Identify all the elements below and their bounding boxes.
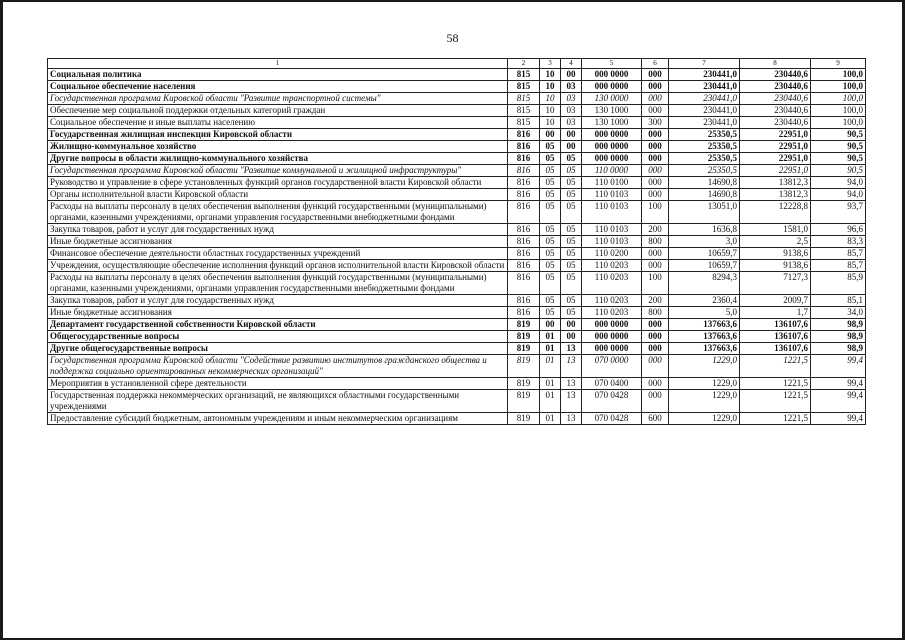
target-article-cell: 110 0103	[582, 201, 642, 224]
row-name-cell: Иные бюджетные ассигнования	[48, 307, 508, 319]
expense-type-cell: 200	[642, 295, 669, 307]
executed-amount-cell: 13812,3	[740, 189, 811, 201]
table-row	[48, 236, 866, 248]
planned-amount-cell: 2360,4	[669, 295, 740, 307]
ministry-code-cell: 816	[508, 224, 540, 236]
target-article-cell: 130 1000	[582, 105, 642, 117]
table-row	[48, 189, 866, 201]
table-row	[48, 390, 866, 413]
expense-type-cell: 000	[642, 331, 669, 343]
subsection-code-cell: 05	[561, 236, 582, 248]
executed-amount-cell: 1221,5	[740, 355, 811, 378]
target-article-cell: 000 0000	[582, 153, 642, 165]
target-article-cell: 110 0000	[582, 165, 642, 177]
expense-type-cell: 000	[642, 260, 669, 272]
section-code-cell: 01	[540, 390, 561, 413]
column-header: 9	[811, 59, 866, 69]
executed-amount-cell: 230440,6	[740, 117, 811, 129]
table-row	[48, 343, 866, 355]
expense-type-cell: 000	[642, 165, 669, 177]
executed-amount-cell: 9138,6	[740, 260, 811, 272]
table-row	[48, 165, 866, 177]
executed-amount-cell: 1221,5	[740, 390, 811, 413]
planned-amount-cell: 10659,7	[669, 248, 740, 260]
subsection-code-cell: 03	[561, 93, 582, 105]
planned-amount-cell: 1229,0	[669, 355, 740, 378]
execution-percent-cell: 99,4	[811, 355, 866, 378]
planned-amount-cell: 14690,8	[669, 189, 740, 201]
ministry-code-cell: 815	[508, 117, 540, 129]
column-header: 1	[48, 59, 508, 69]
execution-percent-cell: 93,7	[811, 201, 866, 224]
executed-amount-cell: 22951,0	[740, 141, 811, 153]
row-name-cell: Расходы на выплаты персоналу в целях обеспечения выполнения функций государственными (муниципальными) органами, казенными учреждениями, органами управления государственными внебюджетными фондами	[48, 272, 508, 295]
ministry-code-cell: 815	[508, 93, 540, 105]
planned-amount-cell: 1636,8	[669, 224, 740, 236]
expense-type-cell: 000	[642, 390, 669, 413]
executed-amount-cell: 13812,3	[740, 177, 811, 189]
executed-amount-cell: 230440,6	[740, 93, 811, 105]
target-article-cell: 110 0203	[582, 307, 642, 319]
target-article-cell: 110 0103	[582, 189, 642, 201]
section-code-cell: 05	[540, 153, 561, 165]
section-code-cell: 10	[540, 93, 561, 105]
row-name-cell: Органы исполнительной власти Кировской области	[48, 189, 508, 201]
subsection-code-cell: 05	[561, 260, 582, 272]
table-row	[48, 224, 866, 236]
expense-type-cell: 100	[642, 201, 669, 224]
planned-amount-cell: 230441,0	[669, 117, 740, 129]
subsection-code-cell: 05	[561, 201, 582, 224]
subsection-code-cell: 13	[561, 343, 582, 355]
section-code-cell: 01	[540, 413, 561, 425]
execution-percent-cell: 98,9	[811, 331, 866, 343]
ministry-code-cell: 819	[508, 390, 540, 413]
column-header: 8	[740, 59, 811, 69]
planned-amount-cell: 1229,0	[669, 390, 740, 413]
expense-type-cell: 000	[642, 319, 669, 331]
ministry-code-cell: 816	[508, 201, 540, 224]
executed-amount-cell: 22951,0	[740, 165, 811, 177]
column-header: 7	[669, 59, 740, 69]
execution-percent-cell: 99,4	[811, 378, 866, 390]
execution-percent-cell: 85,7	[811, 248, 866, 260]
target-article-cell: 000 0000	[582, 319, 642, 331]
row-name-cell: Финансовое обеспечение деятельности областных государственных учреждений	[48, 248, 508, 260]
expense-type-cell: 000	[642, 177, 669, 189]
section-code-cell: 01	[540, 343, 561, 355]
table-row	[48, 93, 866, 105]
section-code-cell: 05	[540, 165, 561, 177]
table-row	[48, 307, 866, 319]
ministry-code-cell: 816	[508, 129, 540, 141]
planned-amount-cell: 25350,5	[669, 165, 740, 177]
planned-amount-cell: 25350,5	[669, 129, 740, 141]
executed-amount-cell: 230440,6	[740, 69, 811, 81]
row-name-cell: Расходы на выплаты персоналу в целях обеспечения выполнения функций государственными (муниципальными) органами, казенными учреждениями, органами управления государственными внебюджетными фондами	[48, 201, 508, 224]
section-code-cell: 05	[540, 260, 561, 272]
expense-type-cell: 000	[642, 189, 669, 201]
row-name-cell: Социальное обеспечение населения	[48, 81, 508, 93]
executed-amount-cell: 1221,5	[740, 413, 811, 425]
target-article-cell: 000 0000	[582, 343, 642, 355]
expense-type-cell: 000	[642, 248, 669, 260]
execution-percent-cell: 90,5	[811, 153, 866, 165]
execution-percent-cell: 99,4	[811, 390, 866, 413]
section-code-cell: 10	[540, 117, 561, 129]
target-article-cell: 000 0000	[582, 81, 642, 93]
execution-percent-cell: 34,0	[811, 307, 866, 319]
execution-percent-cell: 85,1	[811, 295, 866, 307]
execution-percent-cell: 85,9	[811, 272, 866, 295]
subsection-code-cell: 00	[561, 69, 582, 81]
planned-amount-cell: 10659,7	[669, 260, 740, 272]
table-row	[48, 117, 866, 129]
subsection-code-cell: 05	[561, 153, 582, 165]
executed-amount-cell: 2009,7	[740, 295, 811, 307]
ministry-code-cell: 815	[508, 69, 540, 81]
target-article-cell: 110 0103	[582, 236, 642, 248]
row-name-cell: Закупка товаров, работ и услуг для государственных нужд	[48, 224, 508, 236]
subsection-code-cell: 03	[561, 81, 582, 93]
target-article-cell: 110 0103	[582, 224, 642, 236]
row-name-cell: Руководство и управление в сфере установленных функций органов государственной власти Кировской области	[48, 177, 508, 189]
execution-percent-cell: 98,9	[811, 319, 866, 331]
target-article-cell: 130 1000	[582, 117, 642, 129]
executed-amount-cell: 7127,3	[740, 272, 811, 295]
row-name-cell: Учреждения, осуществляющие обеспечение исполнения функций органов исполнительной власти Кировской области	[48, 260, 508, 272]
executed-amount-cell: 136107,6	[740, 319, 811, 331]
execution-percent-cell: 99,4	[811, 413, 866, 425]
subsection-code-cell: 05	[561, 177, 582, 189]
target-article-cell: 110 0100	[582, 177, 642, 189]
table-row	[48, 201, 866, 224]
planned-amount-cell: 25350,5	[669, 153, 740, 165]
table-row	[48, 153, 866, 165]
ministry-code-cell: 816	[508, 272, 540, 295]
executed-amount-cell: 12228,8	[740, 201, 811, 224]
execution-percent-cell: 90,5	[811, 129, 866, 141]
ministry-code-cell: 816	[508, 141, 540, 153]
ministry-code-cell: 816	[508, 165, 540, 177]
expense-type-cell: 800	[642, 307, 669, 319]
target-article-cell: 000 0000	[582, 129, 642, 141]
table-row	[48, 81, 866, 93]
table-row	[48, 413, 866, 425]
target-article-cell: 110 0203	[582, 260, 642, 272]
row-name-cell: Государственная поддержка некоммерческих организаций, не являющихся областными государственными учреждениями	[48, 390, 508, 413]
planned-amount-cell: 1229,0	[669, 413, 740, 425]
planned-amount-cell: 137663,6	[669, 343, 740, 355]
planned-amount-cell: 137663,6	[669, 319, 740, 331]
planned-amount-cell: 3,0	[669, 236, 740, 248]
planned-amount-cell: 230441,0	[669, 69, 740, 81]
expense-type-cell: 000	[642, 81, 669, 93]
planned-amount-cell: 14690,8	[669, 177, 740, 189]
table-row	[48, 331, 866, 343]
subsection-code-cell: 05	[561, 189, 582, 201]
page-number: 58	[446, 31, 459, 45]
planned-amount-cell: 230441,0	[669, 105, 740, 117]
ministry-code-cell: 816	[508, 189, 540, 201]
table-row	[48, 355, 866, 378]
section-code-cell: 01	[540, 331, 561, 343]
planned-amount-cell: 8294,3	[669, 272, 740, 295]
column-header: 2	[508, 59, 540, 69]
expense-type-cell: 000	[642, 93, 669, 105]
target-article-cell: 070 0000	[582, 355, 642, 378]
row-name-cell: Другие вопросы в области жилищно-коммунального хозяйства	[48, 153, 508, 165]
executed-amount-cell: 1,7	[740, 307, 811, 319]
execution-percent-cell: 100,0	[811, 69, 866, 81]
row-name-cell: Департамент государственной собственности Кировской области	[48, 319, 508, 331]
planned-amount-cell: 230441,0	[669, 81, 740, 93]
row-name-cell: Другие общегосударственные вопросы	[48, 343, 508, 355]
target-article-cell: 000 0000	[582, 141, 642, 153]
executed-amount-cell: 22951,0	[740, 129, 811, 141]
subsection-code-cell: 03	[561, 105, 582, 117]
planned-amount-cell: 230441,0	[669, 93, 740, 105]
section-code-cell: 01	[540, 378, 561, 390]
subsection-code-cell: 00	[561, 319, 582, 331]
execution-percent-cell: 94,0	[811, 177, 866, 189]
planned-amount-cell: 137663,6	[669, 331, 740, 343]
ministry-code-cell: 816	[508, 307, 540, 319]
expense-type-cell: 000	[642, 343, 669, 355]
execution-percent-cell: 96,6	[811, 224, 866, 236]
ministry-code-cell: 816	[508, 295, 540, 307]
expense-type-cell: 800	[642, 236, 669, 248]
row-name-cell: Социальное обеспечение и иные выплаты населению	[48, 117, 508, 129]
subsection-code-cell: 05	[561, 307, 582, 319]
executed-amount-cell: 1221,5	[740, 378, 811, 390]
expense-type-cell: 000	[642, 378, 669, 390]
subsection-code-cell: 13	[561, 378, 582, 390]
subsection-code-cell: 05	[561, 248, 582, 260]
execution-percent-cell: 100,0	[811, 81, 866, 93]
ministry-code-cell: 816	[508, 236, 540, 248]
executed-amount-cell: 136107,6	[740, 331, 811, 343]
target-article-cell: 000 0000	[582, 69, 642, 81]
row-name-cell: Общегосударственные вопросы	[48, 331, 508, 343]
row-name-cell: Государственная жилищная инспекция Кировской области	[48, 129, 508, 141]
section-code-cell: 05	[540, 224, 561, 236]
planned-amount-cell: 5,0	[669, 307, 740, 319]
execution-percent-cell: 100,0	[811, 117, 866, 129]
ministry-code-cell: 816	[508, 260, 540, 272]
row-name-cell: Иные бюджетные ассигнования	[48, 236, 508, 248]
ministry-code-cell: 816	[508, 248, 540, 260]
expense-type-cell: 200	[642, 224, 669, 236]
expense-type-cell: 000	[642, 105, 669, 117]
target-article-cell: 000 0000	[582, 331, 642, 343]
expense-type-cell: 000	[642, 153, 669, 165]
ministry-code-cell: 819	[508, 355, 540, 378]
ministry-code-cell: 819	[508, 319, 540, 331]
section-code-cell: 00	[540, 319, 561, 331]
executed-amount-cell: 1581,0	[740, 224, 811, 236]
section-code-cell: 05	[540, 189, 561, 201]
row-name-cell: Мероприятия в установленной сфере деятельности	[48, 378, 508, 390]
target-article-cell: 130 0000	[582, 93, 642, 105]
table-row	[48, 272, 866, 295]
execution-percent-cell: 94,0	[811, 189, 866, 201]
section-code-cell: 00	[540, 129, 561, 141]
row-name-cell: Закупка товаров, работ и услуг для государственных нужд	[48, 295, 508, 307]
section-code-cell: 10	[540, 105, 561, 117]
subsection-code-cell: 03	[561, 117, 582, 129]
section-code-cell: 05	[540, 248, 561, 260]
ministry-code-cell: 819	[508, 413, 540, 425]
execution-percent-cell: 100,0	[811, 93, 866, 105]
row-name-cell: Государственная программа Кировской области "Развитие транспортной системы"	[48, 93, 508, 105]
section-code-cell: 10	[540, 81, 561, 93]
execution-percent-cell: 85,7	[811, 260, 866, 272]
row-name-cell: Государственная программа Кировской области "Развитие коммунальной и жилищной инфраструктуры"	[48, 165, 508, 177]
section-code-cell: 05	[540, 307, 561, 319]
table-row	[48, 319, 866, 331]
subsection-code-cell: 00	[561, 129, 582, 141]
subsection-code-cell: 05	[561, 165, 582, 177]
expense-type-cell: 100	[642, 272, 669, 295]
ministry-code-cell: 819	[508, 343, 540, 355]
planned-amount-cell: 25350,5	[669, 141, 740, 153]
target-article-cell: 110 0203	[582, 295, 642, 307]
table-row	[48, 69, 866, 81]
section-code-cell: 05	[540, 201, 561, 224]
subsection-code-cell: 00	[561, 141, 582, 153]
table-row	[48, 295, 866, 307]
target-article-cell: 110 0203	[582, 272, 642, 295]
expense-type-cell: 300	[642, 117, 669, 129]
target-article-cell: 110 0200	[582, 248, 642, 260]
row-name-cell: Государственная программа Кировской области "Содействие развитию институтов гражданского общества и поддержка социально ориентированных некоммерческих организаций"	[48, 355, 508, 378]
subsection-code-cell: 13	[561, 355, 582, 378]
execution-percent-cell: 98,9	[811, 343, 866, 355]
subsection-code-cell: 05	[561, 224, 582, 236]
budget-table	[47, 58, 866, 425]
section-code-cell: 05	[540, 177, 561, 189]
expense-type-cell: 000	[642, 355, 669, 378]
target-article-cell: 070 0428	[582, 413, 642, 425]
table-row	[48, 105, 866, 117]
row-name-cell: Предоставление субсидий бюджетным, автономным учреждениям и иным некоммерческим организациям	[48, 413, 508, 425]
table-row	[48, 141, 866, 153]
executed-amount-cell: 136107,6	[740, 343, 811, 355]
target-article-cell: 070 0400	[582, 378, 642, 390]
document-page	[3, 2, 902, 638]
section-code-cell: 05	[540, 272, 561, 295]
section-code-cell: 05	[540, 295, 561, 307]
executed-amount-cell: 230440,6	[740, 81, 811, 93]
column-header: 3	[540, 59, 561, 69]
ministry-code-cell: 816	[508, 177, 540, 189]
table-row	[48, 260, 866, 272]
table-row	[48, 129, 866, 141]
ministry-code-cell: 819	[508, 378, 540, 390]
target-article-cell: 070 0428	[582, 390, 642, 413]
execution-percent-cell: 83,3	[811, 236, 866, 248]
ministry-code-cell: 815	[508, 81, 540, 93]
subsection-code-cell: 05	[561, 295, 582, 307]
column-header: 5	[582, 59, 642, 69]
subsection-code-cell: 05	[561, 272, 582, 295]
row-name-cell: Социальная политика	[48, 69, 508, 81]
row-name-cell: Обеспечение мер социальной поддержки отдельных категорий граждан	[48, 105, 508, 117]
table-row	[48, 177, 866, 189]
section-code-cell: 05	[540, 141, 561, 153]
row-name-cell: Жилищно-коммунальное хозяйство	[48, 141, 508, 153]
table-header-row	[48, 59, 866, 69]
section-code-cell: 01	[540, 355, 561, 378]
subsection-code-cell: 13	[561, 413, 582, 425]
column-header: 4	[561, 59, 582, 69]
table-row	[48, 378, 866, 390]
execution-percent-cell: 90,5	[811, 141, 866, 153]
section-code-cell: 05	[540, 236, 561, 248]
execution-percent-cell: 90,5	[811, 165, 866, 177]
execution-percent-cell: 100,0	[811, 105, 866, 117]
expense-type-cell: 000	[642, 141, 669, 153]
section-code-cell: 10	[540, 69, 561, 81]
column-header: 6	[642, 59, 669, 69]
ministry-code-cell: 819	[508, 331, 540, 343]
ministry-code-cell: 815	[508, 105, 540, 117]
executed-amount-cell: 9138,6	[740, 248, 811, 260]
planned-amount-cell: 1229,0	[669, 378, 740, 390]
expense-type-cell: 600	[642, 413, 669, 425]
table-row	[48, 248, 866, 260]
executed-amount-cell: 2,5	[740, 236, 811, 248]
subsection-code-cell: 13	[561, 390, 582, 413]
executed-amount-cell: 230440,6	[740, 105, 811, 117]
subsection-code-cell: 00	[561, 331, 582, 343]
ministry-code-cell: 816	[508, 153, 540, 165]
expense-type-cell: 000	[642, 69, 669, 81]
executed-amount-cell: 22951,0	[740, 153, 811, 165]
planned-amount-cell: 13051,0	[669, 201, 740, 224]
expense-type-cell: 000	[642, 129, 669, 141]
